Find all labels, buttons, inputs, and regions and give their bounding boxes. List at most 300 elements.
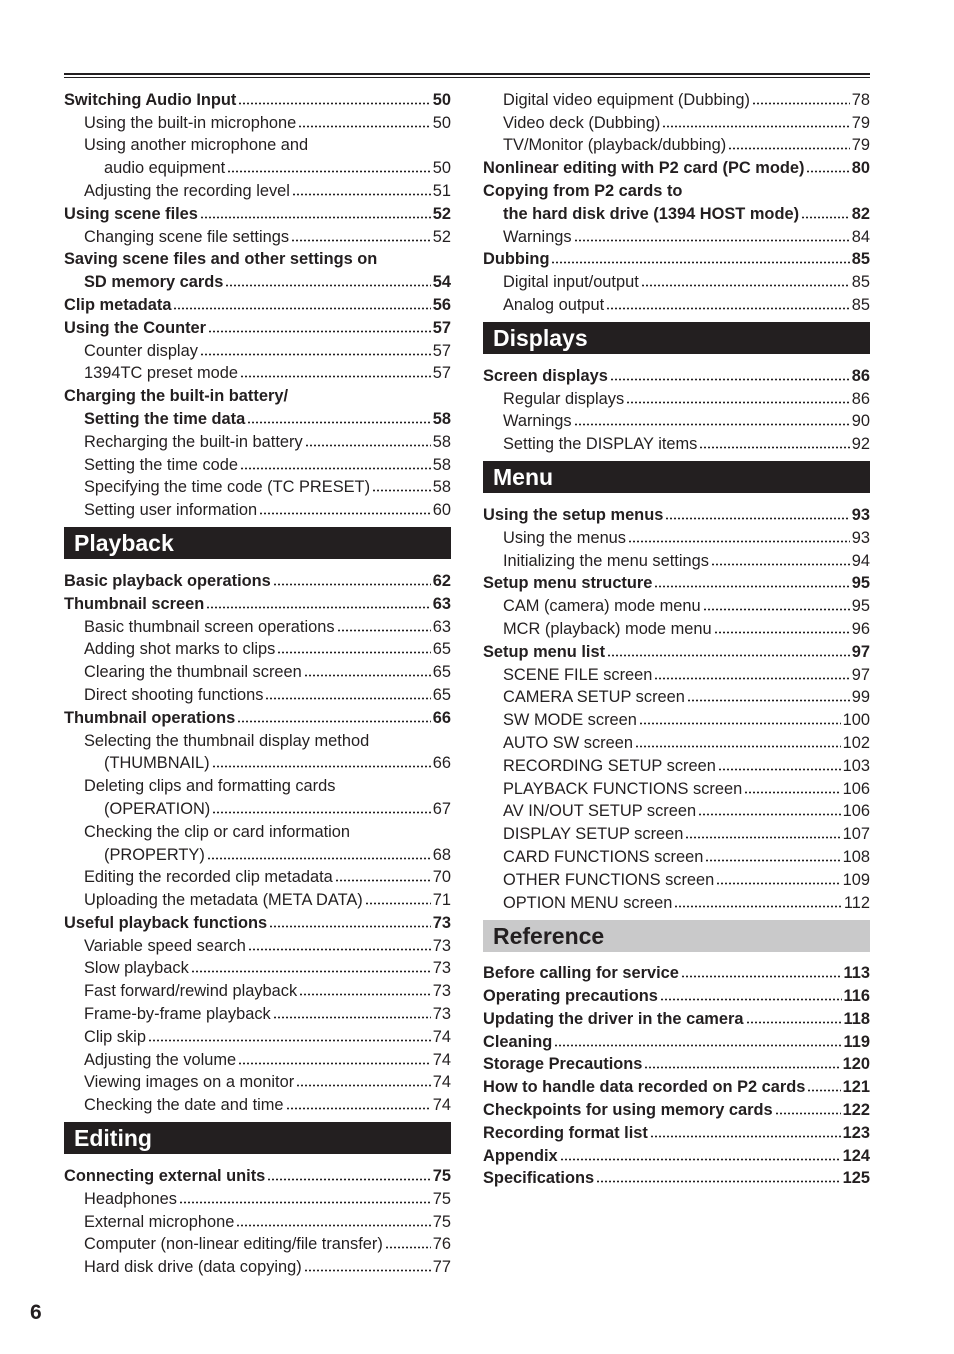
- toc-page-number: 63: [432, 617, 451, 636]
- toc-page-number: 74: [432, 1096, 451, 1115]
- toc-subentry[interactable]: [483, 291, 870, 314]
- toc-subentry[interactable]: [64, 1231, 451, 1254]
- toc-entry-title: Using the Counter: [64, 318, 207, 337]
- toc-page-number: 58: [432, 409, 451, 428]
- toc-entry-title: Specifying the time code (TC PRESET): [84, 478, 371, 497]
- toc-page-number: 106: [842, 779, 870, 798]
- dot-leader: [298, 125, 430, 128]
- toc-subentry[interactable]: [64, 750, 451, 773]
- toc-subentry[interactable]: [64, 223, 451, 246]
- dot-leader: [247, 421, 431, 424]
- toc-entry-title: Switching Audio Input: [64, 90, 237, 109]
- toc-page-number: 99: [851, 688, 870, 707]
- toc-entry-title: Nonlinear editing with P2 card (PC mode): [483, 159, 805, 178]
- toc-entry-title: Updating the driver in the camera: [483, 1009, 744, 1028]
- toc-entry-title: Initializing the menu settings: [503, 551, 709, 570]
- dot-leader: [269, 925, 431, 928]
- toc-entry-title: Screen displays: [483, 366, 608, 385]
- toc-page-number: 77: [432, 1258, 451, 1277]
- dot-leader: [714, 631, 850, 634]
- toc-subentry[interactable]: [64, 451, 451, 474]
- dot-leader: [687, 699, 850, 702]
- toc-entry-title: Clearing the thumbnail screen: [84, 663, 302, 682]
- toc-page-number: 78: [851, 90, 870, 109]
- toc-entry-title: Checkpoints for using memory cards: [483, 1101, 773, 1120]
- toc-page-number: 79: [851, 113, 870, 132]
- toc-page-number: 93: [851, 505, 870, 524]
- toc-page-number: 74: [432, 1073, 451, 1092]
- dot-leader: [292, 193, 431, 196]
- dot-leader: [191, 970, 431, 973]
- dot-leader: [644, 1066, 840, 1069]
- toc-subentry[interactable]: [64, 1023, 451, 1046]
- toc-subentry[interactable]: [483, 798, 870, 821]
- toc-entry-title: Video deck (Dubbing): [503, 113, 661, 132]
- dot-leader: [551, 261, 849, 264]
- toc-heading-entry[interactable]: [483, 1073, 870, 1096]
- toc-entry-title: (PROPERTY): [104, 845, 205, 864]
- dot-leader: [662, 125, 849, 128]
- dot-leader: [236, 1224, 430, 1227]
- toc-page-number: 86: [851, 389, 870, 408]
- toc-heading-entry[interactable]: [483, 1119, 870, 1142]
- toc-entry-title: PLAYBACK FUNCTIONS screen: [503, 779, 743, 798]
- toc-page-number: 50: [432, 159, 451, 178]
- toc-heading-entry[interactable]: [483, 1028, 870, 1051]
- section-heading-reference: Reference: [483, 920, 870, 952]
- toc-entry-title: Useful playback functions: [64, 913, 268, 932]
- toc-subentry[interactable]: [64, 405, 451, 428]
- dot-leader: [635, 745, 841, 748]
- toc-subentry[interactable]: [483, 86, 870, 109]
- toc-page-number: 75: [432, 1167, 451, 1186]
- dot-leader: [212, 811, 431, 814]
- toc-page-number: 121: [842, 1078, 870, 1097]
- toc-subentry[interactable]: [483, 820, 870, 843]
- toc-subentry[interactable]: [483, 729, 870, 752]
- toc-page-number: 65: [432, 663, 451, 682]
- toc-subentry[interactable]: [483, 223, 870, 246]
- toc-page-number: 65: [432, 685, 451, 704]
- dot-leader: [807, 1089, 840, 1092]
- toc-page-number: 52: [432, 227, 451, 246]
- dot-leader: [208, 330, 431, 333]
- toc-subentry[interactable]: [483, 109, 870, 132]
- toc-subentry[interactable]: [64, 636, 451, 659]
- toc-heading-entry[interactable]: [483, 362, 870, 385]
- toc-entry-title: Basic thumbnail screen operations: [84, 617, 335, 636]
- dot-leader: [746, 1021, 842, 1024]
- toc-entry-title: Connecting external units: [64, 1167, 266, 1186]
- toc-entry-title: Changing scene file settings: [84, 227, 290, 246]
- toc-subentry[interactable]: [64, 932, 451, 955]
- toc-entry-title: Adding shot marks to clips: [84, 640, 276, 659]
- dot-leader: [200, 353, 431, 356]
- dot-leader: [173, 307, 430, 310]
- toc-subentry[interactable]: [483, 775, 870, 798]
- toc-entry-title: AV IN/OUT SETUP screen: [503, 802, 697, 821]
- toc-subentry[interactable]: [64, 474, 451, 497]
- toc-page-number: 54: [432, 273, 451, 292]
- dot-leader: [273, 1016, 431, 1019]
- toc-entry-title: Using the setup menus: [483, 505, 664, 524]
- toc-entry-title: Thumbnail operations: [64, 708, 236, 727]
- top-rule-upper: [64, 73, 870, 75]
- toc-entry-title: Dubbing: [483, 250, 550, 269]
- toc-subentry[interactable]: [64, 1208, 451, 1231]
- dot-leader: [286, 1107, 431, 1110]
- dot-leader: [554, 1044, 841, 1047]
- dot-leader: [775, 1112, 841, 1115]
- dot-leader: [248, 948, 431, 951]
- toc-subentry[interactable]: [483, 408, 870, 431]
- dot-leader: [650, 1135, 841, 1138]
- toc-entry-title: RECORDING SETUP screen: [503, 756, 716, 775]
- toc-entry-title: Analog output: [503, 295, 605, 314]
- toc-entry-title: Hard disk drive (data copying): [84, 1258, 302, 1277]
- dot-leader: [265, 697, 430, 700]
- toc-page-number: 73: [432, 1005, 451, 1024]
- dot-leader: [674, 905, 841, 908]
- toc-subentry[interactable]: [64, 337, 451, 360]
- toc-entry-title: Clip metadata: [64, 295, 172, 314]
- toc-entry-title: Setup menu list: [483, 642, 606, 661]
- top-rule-lower: [64, 77, 870, 78]
- toc-entry-title: Setup menu structure: [483, 574, 653, 593]
- toc-subentry[interactable]: [64, 886, 451, 909]
- dot-leader: [711, 563, 850, 566]
- dot-leader: [801, 216, 850, 219]
- toc-subentry[interactable]: [483, 889, 870, 912]
- toc-page-number: 84: [851, 227, 870, 246]
- toc-heading-entry[interactable]: [483, 982, 870, 1005]
- page-number: 6: [30, 1301, 42, 1324]
- toc-subentry[interactable]: [64, 109, 451, 132]
- toc-entry-title: Appendix: [483, 1146, 558, 1165]
- toc-entry-title: Viewing images on a monitor: [84, 1073, 295, 1092]
- toc-entry-title: Setting the time code: [84, 455, 238, 474]
- toc-heading-entry[interactable]: [483, 154, 870, 177]
- toc-heading-entry[interactable]: [483, 1005, 870, 1028]
- toc-page-number: 92: [851, 435, 870, 454]
- toc-page-number: 86: [851, 366, 870, 385]
- dot-leader: [699, 446, 849, 449]
- toc-page-number: 73: [432, 982, 451, 1001]
- dot-leader: [227, 170, 431, 173]
- toc-subentry[interactable]: [64, 154, 451, 177]
- dot-leader: [574, 423, 850, 426]
- toc-entry-title: Clip skip: [84, 1027, 146, 1046]
- toc-subentry[interactable]: [483, 706, 870, 729]
- toc-heading-entry[interactable]: [483, 960, 870, 983]
- dot-leader: [716, 882, 840, 885]
- dot-leader: [705, 859, 840, 862]
- toc-heading-entry[interactable]: [483, 1051, 870, 1074]
- toc-heading-entry[interactable]: [483, 501, 870, 524]
- toc-subentry[interactable]: [64, 795, 451, 818]
- dot-leader: [267, 1178, 431, 1181]
- toc-entry-title: Copying from P2 cards to: [483, 181, 683, 200]
- toc-page-number: 57: [432, 364, 451, 383]
- dot-leader: [240, 467, 431, 470]
- toc-subentry[interactable]: [64, 864, 451, 887]
- toc-subentry[interactable]: [64, 1253, 451, 1276]
- dot-leader: [179, 1201, 431, 1204]
- dot-leader: [225, 284, 430, 287]
- toc-entry-title: Selecting the thumbnail display method: [84, 731, 370, 750]
- toc-entry-title: Editing the recorded clip metadata: [84, 868, 333, 887]
- toc-page-number: 103: [842, 756, 870, 775]
- toc-subentry[interactable]: [64, 1069, 451, 1092]
- toc-page-number: 67: [432, 799, 451, 818]
- toc-subentry[interactable]: [483, 615, 870, 638]
- toc-entry-title: SW MODE screen: [503, 711, 637, 730]
- toc-subentry[interactable]: [64, 613, 451, 636]
- toc-subentry[interactable]: [64, 1000, 451, 1023]
- toc-heading-entry[interactable]: [483, 570, 870, 593]
- toc-page-number: 119: [843, 1032, 870, 1051]
- dot-leader: [206, 606, 431, 609]
- toc-page-number: 75: [432, 1212, 451, 1231]
- toc-subentry[interactable]: [64, 268, 451, 291]
- dot-leader: [610, 378, 850, 381]
- toc-entry-title: the hard disk drive (1394 HOST mode): [503, 204, 800, 223]
- toc-page-number: 58: [432, 432, 451, 451]
- dot-leader: [207, 857, 431, 860]
- toc-page-number: 75: [432, 1189, 451, 1208]
- toc-entry-title: audio equipment: [104, 159, 226, 178]
- toc-heading-entry[interactable]: [64, 200, 451, 223]
- toc-heading-entry[interactable]: [483, 1096, 870, 1119]
- toc-heading-entry[interactable]: [64, 590, 451, 613]
- dot-leader: [365, 902, 431, 905]
- toc-page-number: 108: [842, 847, 870, 866]
- dot-leader: [607, 654, 850, 657]
- toc-entry-title: CAMERA SETUP screen: [503, 688, 685, 707]
- toc-entry-title: Recharging the built-in battery: [84, 432, 303, 451]
- toc-subentry[interactable]: [483, 132, 870, 155]
- dot-leader: [718, 768, 841, 771]
- toc-heading-entry[interactable]: [64, 86, 451, 109]
- toc-subentry[interactable]: [64, 658, 451, 681]
- toc-page-number: 85: [851, 273, 870, 292]
- toc-subentry[interactable]: [483, 200, 870, 223]
- toc-heading-entry[interactable]: [64, 382, 451, 405]
- toc-subentry[interactable]: [483, 684, 870, 707]
- toc-subentry[interactable]: [483, 843, 870, 866]
- toc-page-number: 60: [432, 501, 451, 520]
- toc-entry-title: Counter display: [84, 341, 198, 360]
- toc-subentry[interactable]: [483, 592, 870, 615]
- toc-page-number: 118: [843, 1009, 870, 1028]
- toc-entry-title: How to handle data recorded on P2 cards: [483, 1078, 806, 1097]
- toc-entry-title: Using scene files: [64, 204, 198, 223]
- toc-entry-title: Storage Precautions: [483, 1055, 643, 1074]
- toc-page-number: 57: [432, 318, 451, 337]
- toc-entry-title: Computer (non-linear editing/file transfer): [84, 1235, 383, 1254]
- toc-entry-title: AUTO SW screen: [503, 733, 633, 752]
- toc-entry-title: DISPLAY SETUP screen: [503, 825, 684, 844]
- dot-leader: [304, 674, 431, 677]
- toc-entry-title: Saving scene files and other settings on: [64, 250, 378, 269]
- dot-leader: [654, 585, 849, 588]
- toc-subentry[interactable]: [483, 866, 870, 889]
- toc-subentry[interactable]: [64, 132, 451, 155]
- section-heading-displays: Displays: [483, 322, 870, 354]
- toc-subentry[interactable]: [64, 727, 451, 750]
- dot-leader: [291, 239, 431, 242]
- dot-leader: [259, 512, 431, 515]
- section-heading-playback: Playback: [64, 527, 451, 559]
- toc-entry-title: Setting user information: [84, 501, 258, 520]
- toc-subentry[interactable]: [483, 385, 870, 408]
- toc-entry-title: Direct shooting functions: [84, 685, 264, 704]
- toc-heading-entry[interactable]: [64, 1162, 451, 1185]
- toc-page-number: 56: [432, 295, 451, 314]
- dot-leader: [681, 975, 842, 978]
- toc-entry-title: OTHER FUNCTIONS screen: [503, 870, 715, 889]
- toc-subentry[interactable]: [64, 1185, 451, 1208]
- toc-entry-title: CAM (camera) mode menu: [503, 597, 701, 616]
- toc-subentry[interactable]: [64, 841, 451, 864]
- toc-page-number: 62: [432, 571, 451, 590]
- toc-page-number: 70: [432, 868, 451, 887]
- dot-leader: [277, 651, 430, 654]
- toc-subentry[interactable]: [64, 1091, 451, 1114]
- section-heading-editing: Editing: [64, 1122, 451, 1154]
- toc-entry-title: (OPERATION): [104, 799, 211, 818]
- toc-page-number: 125: [842, 1169, 870, 1188]
- toc-subentry[interactable]: [483, 430, 870, 453]
- toc-entry-title: 1394TC preset mode: [84, 364, 238, 383]
- toc-entry-title: Adjusting the recording level: [84, 181, 290, 200]
- toc-page-number: 94: [851, 551, 870, 570]
- toc-entry-title: Before calling for service: [483, 964, 679, 983]
- dot-leader: [337, 629, 431, 632]
- toc-entry-title: OPTION MENU screen: [503, 893, 673, 912]
- toc-subentry[interactable]: [483, 524, 870, 547]
- toc-entry-title: Adjusting the volume: [84, 1050, 237, 1069]
- toc-subentry[interactable]: [64, 955, 451, 978]
- toc-page-number: 73: [432, 936, 451, 955]
- dot-leader: [240, 375, 431, 378]
- toc-heading-entry[interactable]: [64, 291, 451, 314]
- toc-entry-title: Using another microphone and: [84, 136, 309, 155]
- toc-heading-entry[interactable]: [64, 314, 451, 337]
- dot-leader: [372, 489, 431, 492]
- toc-entry-title: Warnings: [503, 227, 572, 246]
- dot-leader: [238, 102, 430, 105]
- toc-subentry[interactable]: [483, 661, 870, 684]
- toc-entry-title: Deleting clips and formatting cards: [84, 777, 336, 796]
- toc-page-number: 96: [851, 619, 870, 638]
- toc-heading-entry[interactable]: [483, 1142, 870, 1165]
- dot-leader: [273, 583, 431, 586]
- dot-leader: [698, 813, 841, 816]
- toc-heading-entry[interactable]: [483, 246, 870, 269]
- toc-entry-title: Recording format list: [483, 1123, 648, 1142]
- toc-subentry[interactable]: [64, 496, 451, 519]
- toc-page-number: 93: [851, 528, 870, 547]
- toc-subentry[interactable]: [64, 177, 451, 200]
- dot-leader: [626, 401, 850, 404]
- toc-subentry[interactable]: [64, 681, 451, 704]
- toc-page-number: 66: [432, 708, 451, 727]
- toc-subentry[interactable]: [64, 428, 451, 451]
- toc-page-number: 113: [843, 964, 870, 983]
- toc-page-number: 95: [851, 597, 870, 616]
- dot-leader: [200, 216, 431, 219]
- toc-page-number: 80: [851, 159, 870, 178]
- toc-page-number: 122: [842, 1101, 870, 1120]
- toc-entry-title: Uploading the metadata (META DATA): [84, 891, 363, 910]
- toc-subentry[interactable]: [64, 360, 451, 383]
- toc-entry-title: Using the menus: [503, 528, 626, 547]
- toc-page-number: 97: [851, 665, 870, 684]
- dot-leader: [237, 720, 431, 723]
- toc-page-number: 116: [843, 987, 870, 1006]
- toc-page-number: 112: [843, 893, 870, 912]
- dot-leader: [728, 147, 850, 150]
- toc-entry-title: Digital input/output: [503, 273, 639, 292]
- toc-page-number: 123: [842, 1123, 870, 1142]
- toc-subentry[interactable]: [64, 772, 451, 795]
- toc-page-number: 90: [851, 412, 870, 431]
- toc-entry-title: Variable speed search: [84, 936, 246, 955]
- toc-subentry[interactable]: [64, 1046, 451, 1069]
- toc-page-number: 100: [842, 711, 870, 730]
- dot-leader: [641, 284, 850, 287]
- dot-leader: [703, 608, 850, 611]
- toc-page-number: 82: [851, 204, 870, 223]
- toc-right-column: [483, 86, 870, 1187]
- toc-heading-entry[interactable]: [64, 909, 451, 932]
- toc-entry-title: Cleaning: [483, 1032, 553, 1051]
- toc-subentry[interactable]: [64, 818, 451, 841]
- dot-leader: [744, 791, 840, 794]
- toc-subentry[interactable]: [483, 547, 870, 570]
- toc-left-column: [64, 86, 451, 1276]
- toc-entry-title: Headphones: [84, 1189, 177, 1208]
- toc-heading-entry[interactable]: [483, 638, 870, 661]
- dot-leader: [685, 836, 840, 839]
- dot-leader: [305, 444, 431, 447]
- toc-entry-title: Operating precautions: [483, 987, 658, 1006]
- toc-entry-title: (THUMBNAIL): [104, 754, 210, 773]
- dot-leader: [238, 1062, 431, 1065]
- toc-heading-entry[interactable]: [483, 177, 870, 200]
- toc-heading-entry[interactable]: [483, 1165, 870, 1188]
- toc-heading-entry[interactable]: [64, 567, 451, 590]
- dot-leader: [385, 1246, 431, 1249]
- toc-subentry[interactable]: [483, 268, 870, 291]
- dot-leader: [560, 1158, 841, 1161]
- toc-page-number: 120: [842, 1055, 870, 1074]
- toc-subentry[interactable]: [483, 752, 870, 775]
- toc-page-number: 124: [842, 1146, 870, 1165]
- toc-page-number: 71: [432, 891, 451, 910]
- toc-heading-entry[interactable]: [64, 246, 451, 269]
- toc-entry-title: SCENE FILE screen: [503, 665, 653, 684]
- toc-page-number: 102: [842, 733, 870, 752]
- toc-page-number: 97: [851, 642, 870, 661]
- toc-page-number: 63: [432, 594, 451, 613]
- dot-leader: [639, 722, 841, 725]
- toc-subentry[interactable]: [64, 977, 451, 1000]
- toc-entry-title: Charging the built-in battery/: [64, 387, 289, 406]
- toc-heading-entry[interactable]: [64, 704, 451, 727]
- dot-leader: [296, 1084, 431, 1087]
